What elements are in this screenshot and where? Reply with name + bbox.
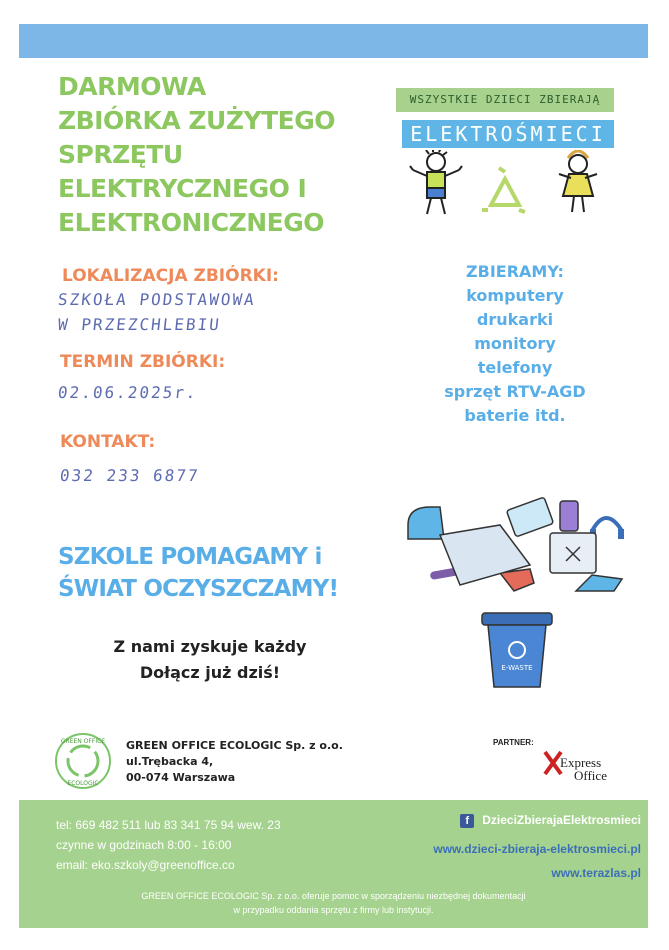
join-text [100, 634, 320, 686]
seal-bottom-text: ECOLOGIC [67, 780, 99, 787]
term-value: 02.06.2025r. [57, 383, 199, 402]
join-line1: Z nami zyskuje każdy [113, 637, 307, 656]
partner-brand-line2: Office [574, 768, 607, 783]
join-line2: Dołącz już dziś! [139, 663, 281, 682]
facebook-page: DzieciZbierajaElektrosmieci [482, 813, 641, 827]
collect-item: monitory [474, 334, 556, 353]
elektrosmieci-logo [396, 88, 614, 228]
location-label: LOKALIZACJA ZBIÓRKI: [62, 266, 279, 286]
partner-label: PARTNER: [493, 738, 534, 747]
title-line: DARMOWA [58, 72, 206, 101]
title-line: ELEKTRONICZNEGO [58, 208, 324, 237]
footer-email[interactable]: email: eko.szkoly@greenoffice.co [56, 858, 235, 872]
collect-item: telefony [477, 358, 553, 377]
footer-site2[interactable]: www.terazlas.pl [551, 866, 641, 880]
footer-note-line1: GREEN OFFICE ECOLOGIC Sp. z o.o. oferuje pomoc w sporządzeniu niezbędnej dokumentacji [141, 891, 526, 901]
top-color-bar [19, 24, 648, 58]
company-street: ul.Trębacka 4, [126, 755, 214, 768]
footer-facebook[interactable] [460, 813, 641, 828]
phone-icon [560, 501, 578, 531]
boy-drawing-icon [410, 150, 462, 214]
partner-brand-line1: Express [560, 755, 602, 770]
collect-list [420, 260, 610, 428]
footer-note [19, 889, 648, 917]
main-title [58, 70, 378, 240]
girl-drawing-icon [559, 151, 597, 212]
seal-top-text: GREEN OFFICE [60, 738, 106, 745]
green-office-seal-icon [54, 732, 112, 790]
kids-recycle-illustration [396, 150, 614, 230]
ewaste-bin-illustration [400, 495, 640, 695]
slogan-line1: SZKOLE POMAGAMY i [58, 544, 322, 570]
footer-phone: tel: 669 482 511 lub 83 341 75 94 wew. 23 [56, 818, 281, 832]
logo-tagline: WSZYSTKIE DZIECI ZBIERAJĄ [396, 88, 614, 112]
title-line: SPRZĘTU [58, 140, 183, 169]
iron-icon [576, 575, 622, 591]
collect-item: baterie itd. [464, 406, 566, 425]
company-address [126, 738, 343, 786]
collect-item: sprzęt RTV-AGD [444, 382, 586, 401]
computer-case-icon [550, 533, 596, 573]
partner-brand [560, 756, 607, 782]
recycle-icon [482, 168, 525, 212]
title-line: ZBIÓRKA ZUŻYTEGO [58, 106, 335, 135]
title-line: ELEKTRYCZNEGO I [58, 174, 307, 203]
company-city: 00-074 Warszawa [126, 771, 236, 784]
footer-hours: czynne w godzinach 8:00 - 16:00 [56, 838, 232, 852]
collect-header: ZBIERAMY: [466, 262, 564, 281]
location-line2: W PRZEZCHLEBIU [57, 315, 222, 334]
footer-note-line2: w przypadku oddania sprzętu z firmy lub instytucji. [233, 905, 434, 915]
contact-value: 032 233 6877 [59, 466, 201, 485]
kettle-icon [408, 507, 444, 539]
company-name: GREEN OFFICE ECOLOGIC Sp. z o.o. [126, 739, 343, 752]
term-label: TERMIN ZBIÓRKI: [60, 352, 226, 372]
footer-contact [56, 815, 281, 875]
footer-site1[interactable]: www.dzieci-zbieraja-elektrosmieci.pl [433, 842, 641, 856]
slogan-line2: ŚWIAT OCZYSZCZAMY! [58, 576, 339, 602]
facebook-icon: f [460, 814, 474, 828]
slogan [58, 541, 338, 605]
collect-item: komputery [466, 286, 564, 305]
ewaste-label: E-WASTE [501, 664, 533, 672]
collect-item: drukarki [476, 310, 554, 329]
location-line1: SZKOŁA PODSTAWOWA [57, 290, 257, 309]
contact-label: KONTAKT: [60, 432, 156, 452]
logo-name: ELEKTROŚMIECI [402, 120, 614, 148]
laptop-icon [506, 497, 553, 537]
bin-icon [482, 613, 552, 687]
